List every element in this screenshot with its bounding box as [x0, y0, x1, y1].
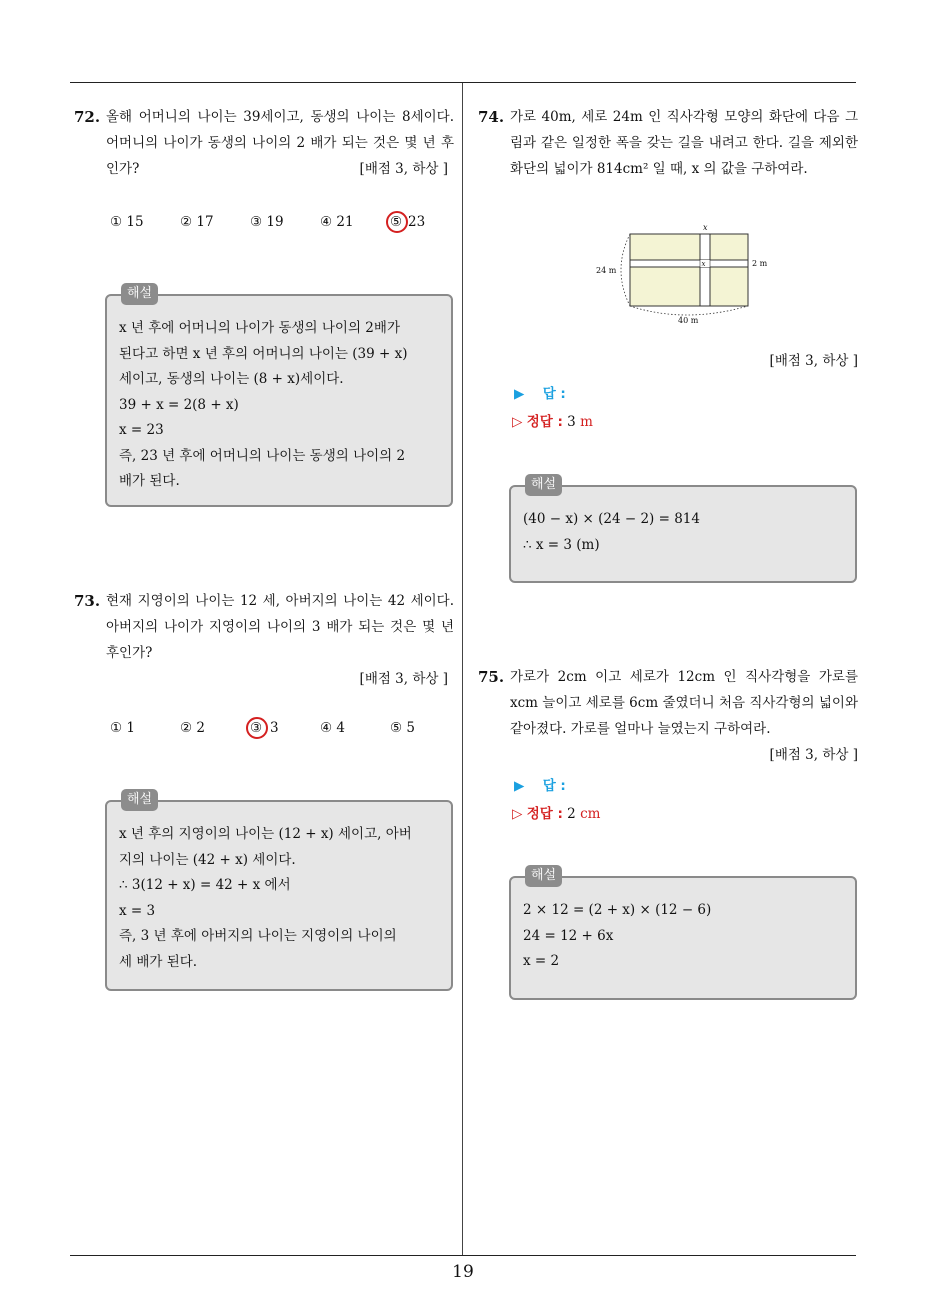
choice-5-value: 23 [408, 214, 426, 230]
problem-text: 가로 40m, 세로 24m 인 직사각형 모양의 화단에 다음 그림과 같은 일정한 폭을 갖는 길을 내려고 한다. 길을 제외한 화단의 넓이가 814cm² 일 때, x 의 값을 구하여라. [510, 109, 858, 177]
width-brace [630, 306, 748, 315]
problem-number: 75. [478, 668, 505, 686]
explanation-line: 즉, 3 년 후에 아버지의 나이는 지영이의 나이의 [119, 928, 397, 944]
explanation-line: 세 배가 된다. [119, 953, 198, 970]
explanation-75 [509, 868, 857, 1000]
label-x-top: x [703, 223, 708, 232]
explanation-line: 39 + x = 2(8 + x) [119, 396, 239, 413]
correct-answer-circle [246, 717, 268, 739]
column-divider [462, 83, 463, 1255]
horizontal-road [630, 260, 748, 267]
top-rule [70, 82, 856, 83]
correct-label: 정답 : [526, 806, 563, 822]
explanation-label: 해설 [525, 865, 562, 887]
choice-3[interactable]: ③ [250, 720, 263, 736]
explanation-line: (40 − x) × (24 − 2) = 814 [523, 511, 700, 527]
choice-1[interactable]: ① 15 [110, 214, 144, 230]
problem-73 [74, 588, 454, 666]
choice-2[interactable]: ② 17 [180, 214, 214, 230]
score-73: [배점 3, 하상 ] [359, 671, 448, 687]
explanation-line: 배가 된다. [119, 473, 180, 489]
filled-triangle-right-icon: ▶ [514, 386, 525, 402]
explanation-72 [105, 286, 453, 507]
choice-3[interactable]: ③ 19 [250, 214, 284, 230]
problem-75 [478, 664, 858, 742]
page-number: 19 [452, 1262, 474, 1282]
score-75: [배점 3, 하상 ] [769, 747, 858, 763]
explanation-line: 2 × 12 = (2 + x) × (12 − 6) [523, 902, 712, 918]
explanation-line: 세이고, 동생의 나이는 (8 + x)세이다. [119, 371, 344, 387]
explanation-line: x = 3 [119, 902, 156, 919]
choices-72 [110, 214, 450, 234]
explanation-line: x = 23 [119, 422, 164, 438]
correct-label: 정답 : [526, 414, 563, 430]
garden-figure [590, 222, 780, 332]
label-road-width: 2 m [752, 259, 768, 268]
explanation-line: 24 = 12 + 6x [523, 927, 614, 944]
explanation-line: 지의 나이는 (42 + x) 세이다. [119, 851, 296, 868]
explanation-line: ∴ 3(12 + x) = 42 + x 에서 [119, 877, 291, 893]
problem-number: 73. [74, 592, 101, 610]
choice-5[interactable]: ⑤ 5 [390, 720, 415, 736]
correct-unit: cm [580, 806, 601, 822]
choice-2[interactable]: ② 2 [180, 720, 205, 736]
label-width: 40 m [678, 316, 699, 325]
choice-5[interactable]: ⑤ [390, 214, 403, 230]
problem-text: 현재 지영이의 나이는 12 세, 아버지의 나이는 42 세이다. 아버지의 나이가 지영이의 나이의 3 배가 되는 것은 몇 년 후인가? [106, 593, 454, 661]
choices-73 [110, 720, 450, 740]
explanation-label: 해설 [121, 283, 158, 305]
correct-answer-circle [386, 211, 408, 233]
correct-unit: m [580, 414, 593, 430]
score-74: [배점 3, 하상 ] [769, 353, 858, 369]
explanation-line: 즉, 23 년 후에 어머니의 나이는 동생의 나이의 2 [119, 447, 406, 464]
choice-3-value: 3 [270, 720, 279, 736]
explanation-label: 해설 [121, 789, 158, 811]
problem-74 [478, 104, 858, 182]
answer-label: 답 : [542, 386, 566, 402]
outline-triangle-right-icon: ▷ [512, 414, 523, 430]
choice-4[interactable]: ④ 21 [320, 214, 354, 230]
answer-label: 답 : [542, 778, 566, 794]
answer-line-75 [514, 774, 566, 794]
filled-triangle-right-icon: ▶ [514, 778, 525, 794]
explanation-line: 된다고 하면 x 년 후의 어머니의 나이는 (39 + x) [119, 345, 408, 362]
problem-text: 올해 어머니의 나이는 39세이고, 동생의 나이는 8세이다. 어머니의 나이가 동생의 나이의 2 배가 되는 것은 몇 년 후인가? [106, 109, 454, 177]
explanation-line: x 년 후에 어머니의 나이가 동생의 나이의 2배가 [119, 320, 400, 336]
label-height: 24 m [596, 266, 617, 275]
correct-line-74 [512, 410, 593, 430]
correct-value: 2 [567, 806, 576, 822]
choice-4[interactable]: ④ 4 [320, 720, 345, 736]
label-x-mid: x [701, 260, 706, 268]
problem-text: 가로가 2cm 이고 세로가 12cm 인 직사각형을 가로를 xcm 늘이고 세로를 6cm 줄였더니 처음 직사각형의 넓이와 같아졌다. 가로를 얼마나 늘였는지 구하여라. [510, 669, 858, 737]
height-brace [621, 234, 630, 306]
explanation-line: ∴ x = 3 (m) [523, 536, 600, 553]
correct-value: 3 [567, 414, 576, 430]
explanation-label: 해설 [525, 474, 562, 496]
explanation-line: x 년 후의 지영이의 나이는 (12 + x) 세이고, 아버 [119, 826, 412, 842]
explanation-line: x = 2 [523, 953, 560, 969]
outline-triangle-right-icon: ▷ [512, 806, 523, 822]
vertical-road [700, 234, 710, 306]
explanation-74 [509, 477, 857, 583]
choice-1[interactable]: ① 1 [110, 720, 135, 736]
answer-line-74 [514, 382, 566, 402]
problem-number: 72. [74, 108, 101, 126]
problem-number: 74. [478, 108, 505, 126]
garden-rect [630, 234, 748, 306]
explanation-73 [105, 792, 453, 991]
correct-line-75 [512, 802, 600, 822]
bottom-rule [70, 1255, 856, 1256]
score-72: [배점 3, 하상 ] [359, 161, 448, 177]
